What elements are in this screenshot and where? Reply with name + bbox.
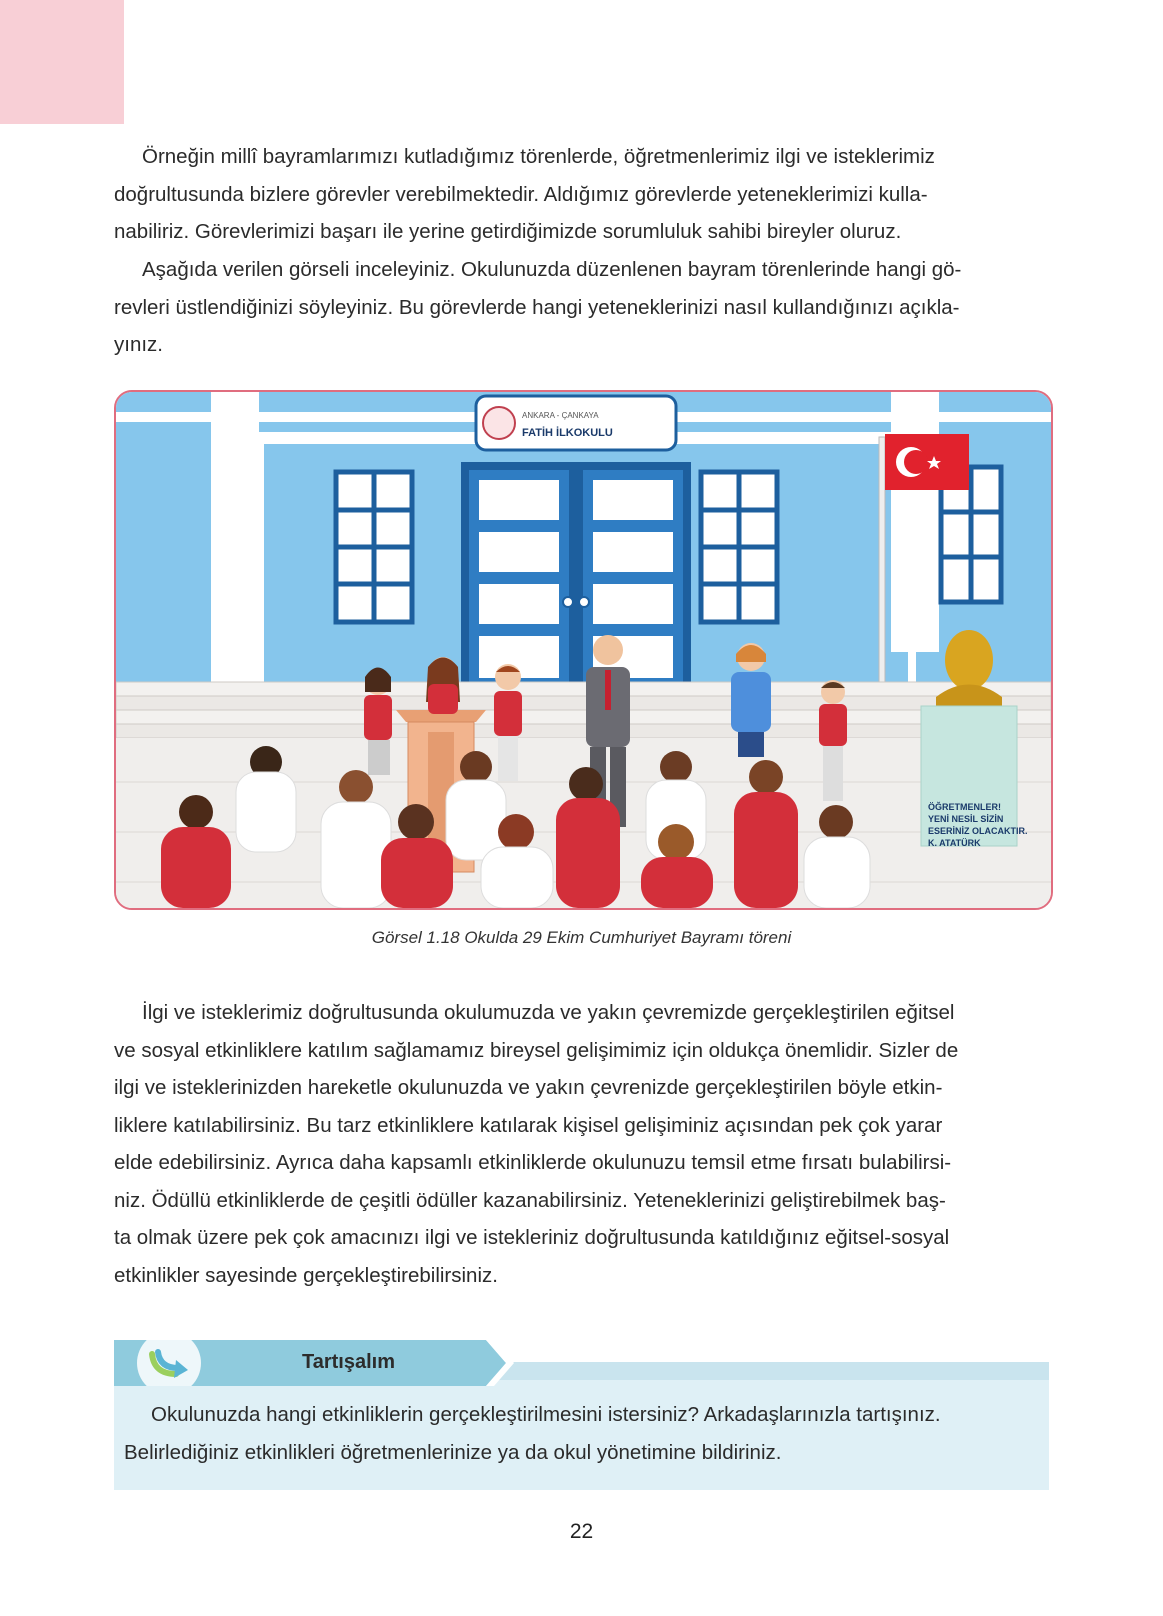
text-line: liklere katılabilirsiniz. Bu tarz etkinliklere katılarak kişisel gelişiminiz açısından pek çok yarar xyxy=(114,1113,943,1137)
figure-caption: Görsel 1.18 Okulda 29 Ekim Cumhuriyet Bayramı töreni xyxy=(371,928,792,947)
text-line: elde edebilirsiniz. Ayrıca daha kapsamlı etkinliklerde okulunuzu temsil etme fırsatı bulabilirsi- xyxy=(114,1151,952,1174)
text-line: Aşağıda verilen görseli inceleyiniz. Okulunuzda düzenlenen bayram törenlerinde hangi gö- xyxy=(142,258,962,281)
text-line: doğrultusunda bizlere görevler verebilmektedir. Aldığımız görevlerde yeteneklerimizi kulla- xyxy=(114,182,928,206)
text-line: etkinlikler sayesinde gerçekleştirebilirsiniz. xyxy=(114,1263,498,1287)
text-line: ilgi ve isteklerinizden hareketle okulunuzda ve yakın çevrenizde gerçekleştirilen böyle etkin- xyxy=(114,1076,943,1099)
discussion-header-strip xyxy=(486,1362,1049,1380)
plaque-line: ESERİNİZ OLACAKTIR. xyxy=(928,826,1028,836)
ceremony-scene xyxy=(116,392,1051,908)
plaque-line: K. ATATÜRK xyxy=(928,838,981,848)
page-number: 22 xyxy=(569,1520,594,1543)
paragraph-activities xyxy=(114,994,1049,1294)
student-right xyxy=(819,680,847,801)
corner-decoration xyxy=(0,0,124,124)
discussion-title: Tartışalım xyxy=(302,1351,395,1373)
student-speaker xyxy=(426,657,460,714)
text-line: nabiliriz. Görevlerimizi başarı ile yerine getirdiğimizde sorumluluk sahibi bireyler oluruz. xyxy=(114,220,902,243)
paragraph-instruction xyxy=(114,251,1049,364)
school-sign xyxy=(476,396,676,450)
ministry-logo-icon xyxy=(483,407,515,439)
plaque-line: YENİ NESİL SİZİN xyxy=(928,814,1004,824)
discussion-text xyxy=(114,1396,1049,1471)
plaque-line: ÖĞRETMENLER! xyxy=(928,802,1001,812)
school-sign-name: FATİH İLKOKULU xyxy=(522,427,613,439)
school-door xyxy=(461,462,691,687)
paragraph-intro xyxy=(114,138,1049,251)
text-line: yınız. xyxy=(114,333,163,356)
student-left xyxy=(364,668,392,776)
ceremony-illustration xyxy=(114,390,1053,910)
text-line: revleri üstlendiğinizi söyleyiniz. Bu görevlerde hangi yeteneklerinizi nasıl kullandığınızı açıkla- xyxy=(114,295,960,319)
student-middle xyxy=(494,664,522,781)
text-line: niz. Ödüllü etkinliklerde de çeşitli ödüller kazanabilirsiniz. Yeteneklerinizi geliştirebilmek baş- xyxy=(114,1188,946,1212)
discussion-line: Belirlediğiniz etkinlikleri öğretmenlerinize ya da okul yönetimine bildiriniz. xyxy=(124,1440,782,1464)
window-right xyxy=(701,472,777,622)
discussion-line: Okulunuzda hangi etkinliklerin gerçekleştirilmesini istersiniz? Arkadaşlarınızla tartışınız. xyxy=(151,1403,941,1426)
window-left xyxy=(336,472,412,622)
text-line: Örneğin millî bayramlarımızı kutladığımız törenlerde, öğretmenlerimiz ilgi ve isteklerimiz xyxy=(142,145,935,168)
text-line: ta olmak üzere pek çok amacınızı ilgi ve istekleriniz doğrultusunda katıldığınız eğitsel-sosyal xyxy=(114,1226,950,1249)
text-line: ve sosyal etkinliklere katılım sağlamamız bireysel gelişimimiz için oldukça önemlidir. Sizler de xyxy=(114,1038,959,1062)
discussion-box xyxy=(114,1340,1049,1490)
school-sign-city: ANKARA - ÇANKAYA xyxy=(522,411,599,420)
text-line: İlgi ve isteklerimiz doğrultusunda okulumuzda ve yakın çevremizde gerçekleştirilen eğitsel xyxy=(142,1001,955,1024)
